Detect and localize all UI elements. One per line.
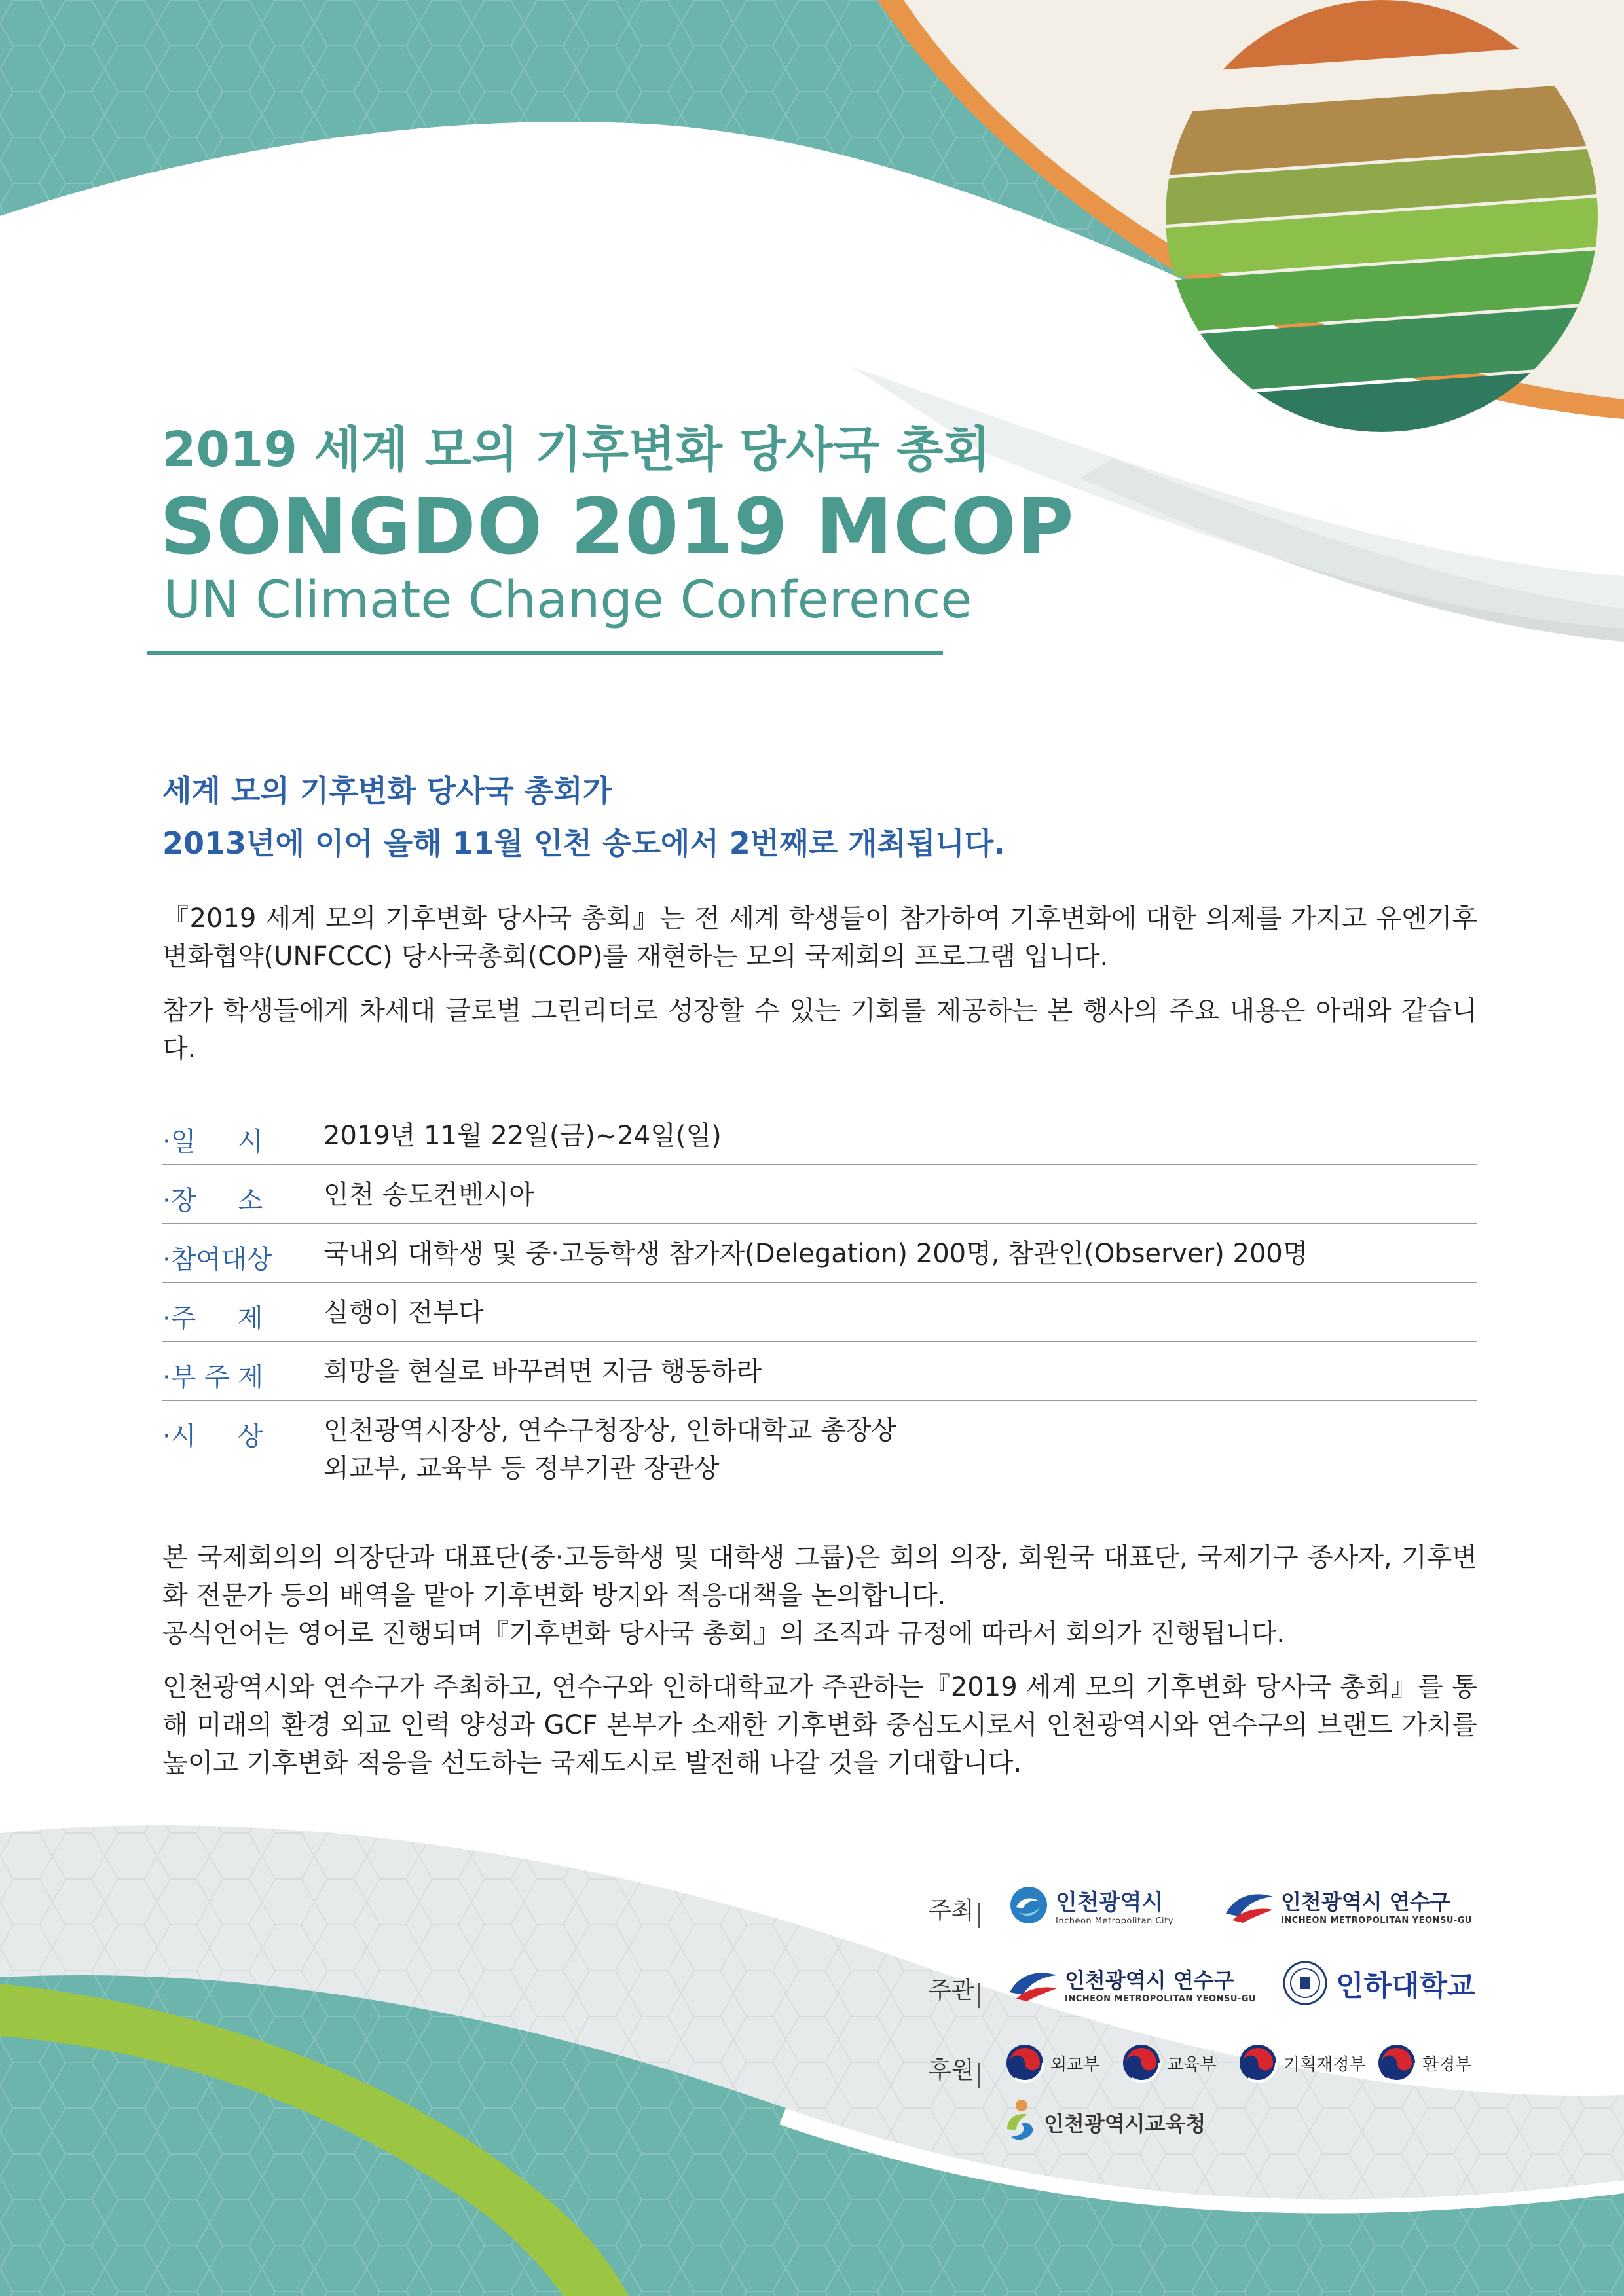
sponsor-label: 후원: [929, 2057, 974, 2084]
yeonsu-gu-name-en: INCHEON METROPOLITAN YEONSU-GU: [1281, 1916, 1473, 1925]
taegeuk-emblem-icon: [1005, 2043, 1045, 2083]
mosf-name: 기획재정부: [1283, 2054, 1366, 2075]
logo-incheon-city: [1008, 1884, 1173, 1926]
info-row-awards: [162, 1401, 1477, 1495]
taegeuk-emblem-icon: [1238, 2043, 1278, 2083]
body-paragraph-3: 인천광역시와 연수구가 주최하고, 연수구와 인하대학교가 주관하는『2019 세계 모의 기후변화 당사국 총회』를 통해 미래의 환경 외교 인력 양성과 GCF 본부가 소재한 기후변화 중심도시로서 인천광역시와 연수구의 브랜드 가치를 높이고 기후변화 적응을 선도하는 국제도시로 발전해 나갈 것을 기대합니다.: [162, 1672, 1477, 1778]
mofa-name: 외교부: [1050, 2054, 1100, 2075]
intro-paragraph-2: 참가 학생들에게 차세대 글로벌 그린리더로 성장할 수 있는 기회를 제공하는 본 행사의 주요 내용은 아래와 같습니다.: [162, 996, 1477, 1064]
me-name: 환경부: [1422, 2054, 1472, 2075]
info-row-participants: [162, 1224, 1477, 1283]
logo-yeonsu-gu-organizer: [1007, 1964, 1256, 2004]
host-label-group: [929, 1892, 980, 1928]
logo-mofa: [1005, 2043, 1099, 2083]
incheon-city-emblem-icon: [1008, 1885, 1049, 1925]
sponsor-label-group: [929, 2052, 980, 2088]
info-label: ·부 주 제: [162, 1362, 264, 1393]
info-row-theme: [162, 1283, 1477, 1342]
info-value: 실행이 전부다: [323, 1298, 484, 1328]
label-separator: [978, 1903, 980, 1928]
education-office-emblem-icon: [1002, 2098, 1039, 2147]
taegeuk-emblem-icon: [1376, 2043, 1417, 2083]
yeonsu-gu-name-en: INCHEON METROPOLITAN YEONSU-GU: [1065, 1994, 1257, 2004]
body-paragraph-2: 공식언어는 영어로 진행되며『기후변화 당사국 총회』의 조직과 규정에 따라서 회의가 진행됩니다.: [162, 1618, 1285, 1649]
logo-me: [1376, 2043, 1471, 2083]
logo-mosf: [1238, 2043, 1366, 2083]
headline-line-2: 2013년에 이어 올해 11월 인천 송도에서 2번째로 개최됩니다.: [162, 826, 1005, 861]
intro-paragraph-1: 『2019 세계 모의 기후변화 당사국 총회』는 전 세계 학생들이 참가하여 기후변화에 대한 의제를 가지고 유엔기후변화협약(UNFCCC) 당사국총회(COP)를 재현하는 모의 국제회의 프로그램 입니다.: [162, 903, 1477, 972]
yeonsu-gu-emblem-icon: [1007, 1966, 1060, 2003]
info-row-venue: [162, 1165, 1477, 1224]
event-title-korean: 2019 세계 모의 기후변화 당사국 총회: [162, 422, 991, 478]
info-value: 희망을 현실로 바꾸려면 지금 행동하라: [323, 1357, 762, 1387]
info-label: ·시 상: [162, 1421, 263, 1451]
title-divider: [147, 651, 943, 655]
body-paragraph-1: 본 국제회의의 의장단과 대표단(중·고등학생 및 대학생 그룹)은 회의 의장, 회원국 대표단, 국제기구 종사자, 기후변화 전문가 등의 배역을 맡아 기후변화 방지와 적응대책을 논의합니다.: [162, 1542, 1477, 1611]
organizer-label: 주관: [929, 1977, 974, 2004]
organizer-label-group: [929, 1972, 980, 2008]
moe-name: 교육부: [1167, 2054, 1217, 2075]
inha-university-seal-icon: [1282, 1960, 1328, 2006]
host-label: 주최: [929, 1897, 974, 1924]
incheon-city-name: 인천광역시: [1056, 1889, 1164, 1916]
info-label: ·주 제: [162, 1303, 263, 1334]
info-label: ·참여대상: [162, 1245, 272, 1275]
info-value: 2019년 11월 22일(금)~24일(일): [323, 1121, 722, 1151]
yeonsu-gu-name: 인천광역시 연수구: [1065, 1968, 1234, 1993]
event-subtitle: UN Climate Change Conference: [164, 571, 972, 630]
logo-incheon-education-office: [1002, 2098, 1206, 2147]
info-value-line-2: 외교부, 교육부 등 정부기관 장관상: [323, 1453, 720, 1484]
info-value: 국내외 대학생 및 중·고등학생 참가자(Delegation) 200명, 참관인(Observer) 200명: [323, 1239, 1308, 1269]
label-separator: [978, 1983, 980, 2008]
logo-yeonsu-gu: [1223, 1886, 1472, 1925]
education-office-name: 인천광역시교육청: [1044, 2111, 1206, 2136]
inha-university-name: 인하대학교: [1336, 1969, 1475, 2003]
info-label: ·일 시: [162, 1127, 263, 1157]
headline-line-1: 세계 모의 기후변화 당사국 총회가: [162, 773, 612, 809]
event-info-table: [162, 1106, 1477, 1495]
info-row-date: [162, 1106, 1477, 1165]
logo-moe: [1121, 2043, 1216, 2083]
info-value: 인천 송도컨벤시아: [323, 1180, 534, 1210]
label-separator: [978, 2063, 980, 2088]
yeonsu-gu-name: 인천광역시 연수구: [1281, 1889, 1450, 1914]
info-label: ·장 소: [162, 1186, 263, 1216]
event-title-english: SONGDO 2019 MCOP: [160, 481, 1075, 572]
info-value: 인천광역시장상, 연수구청장상, 인하대학교 총장상: [323, 1415, 897, 1446]
logo-inha-university: [1282, 1960, 1475, 2006]
info-row-subtheme: [162, 1342, 1477, 1401]
yeonsu-gu-emblem-icon: [1223, 1887, 1276, 1924]
taegeuk-emblem-icon: [1121, 2043, 1162, 2083]
incheon-city-name-en: Incheon Metropolitan City: [1056, 1916, 1173, 1926]
